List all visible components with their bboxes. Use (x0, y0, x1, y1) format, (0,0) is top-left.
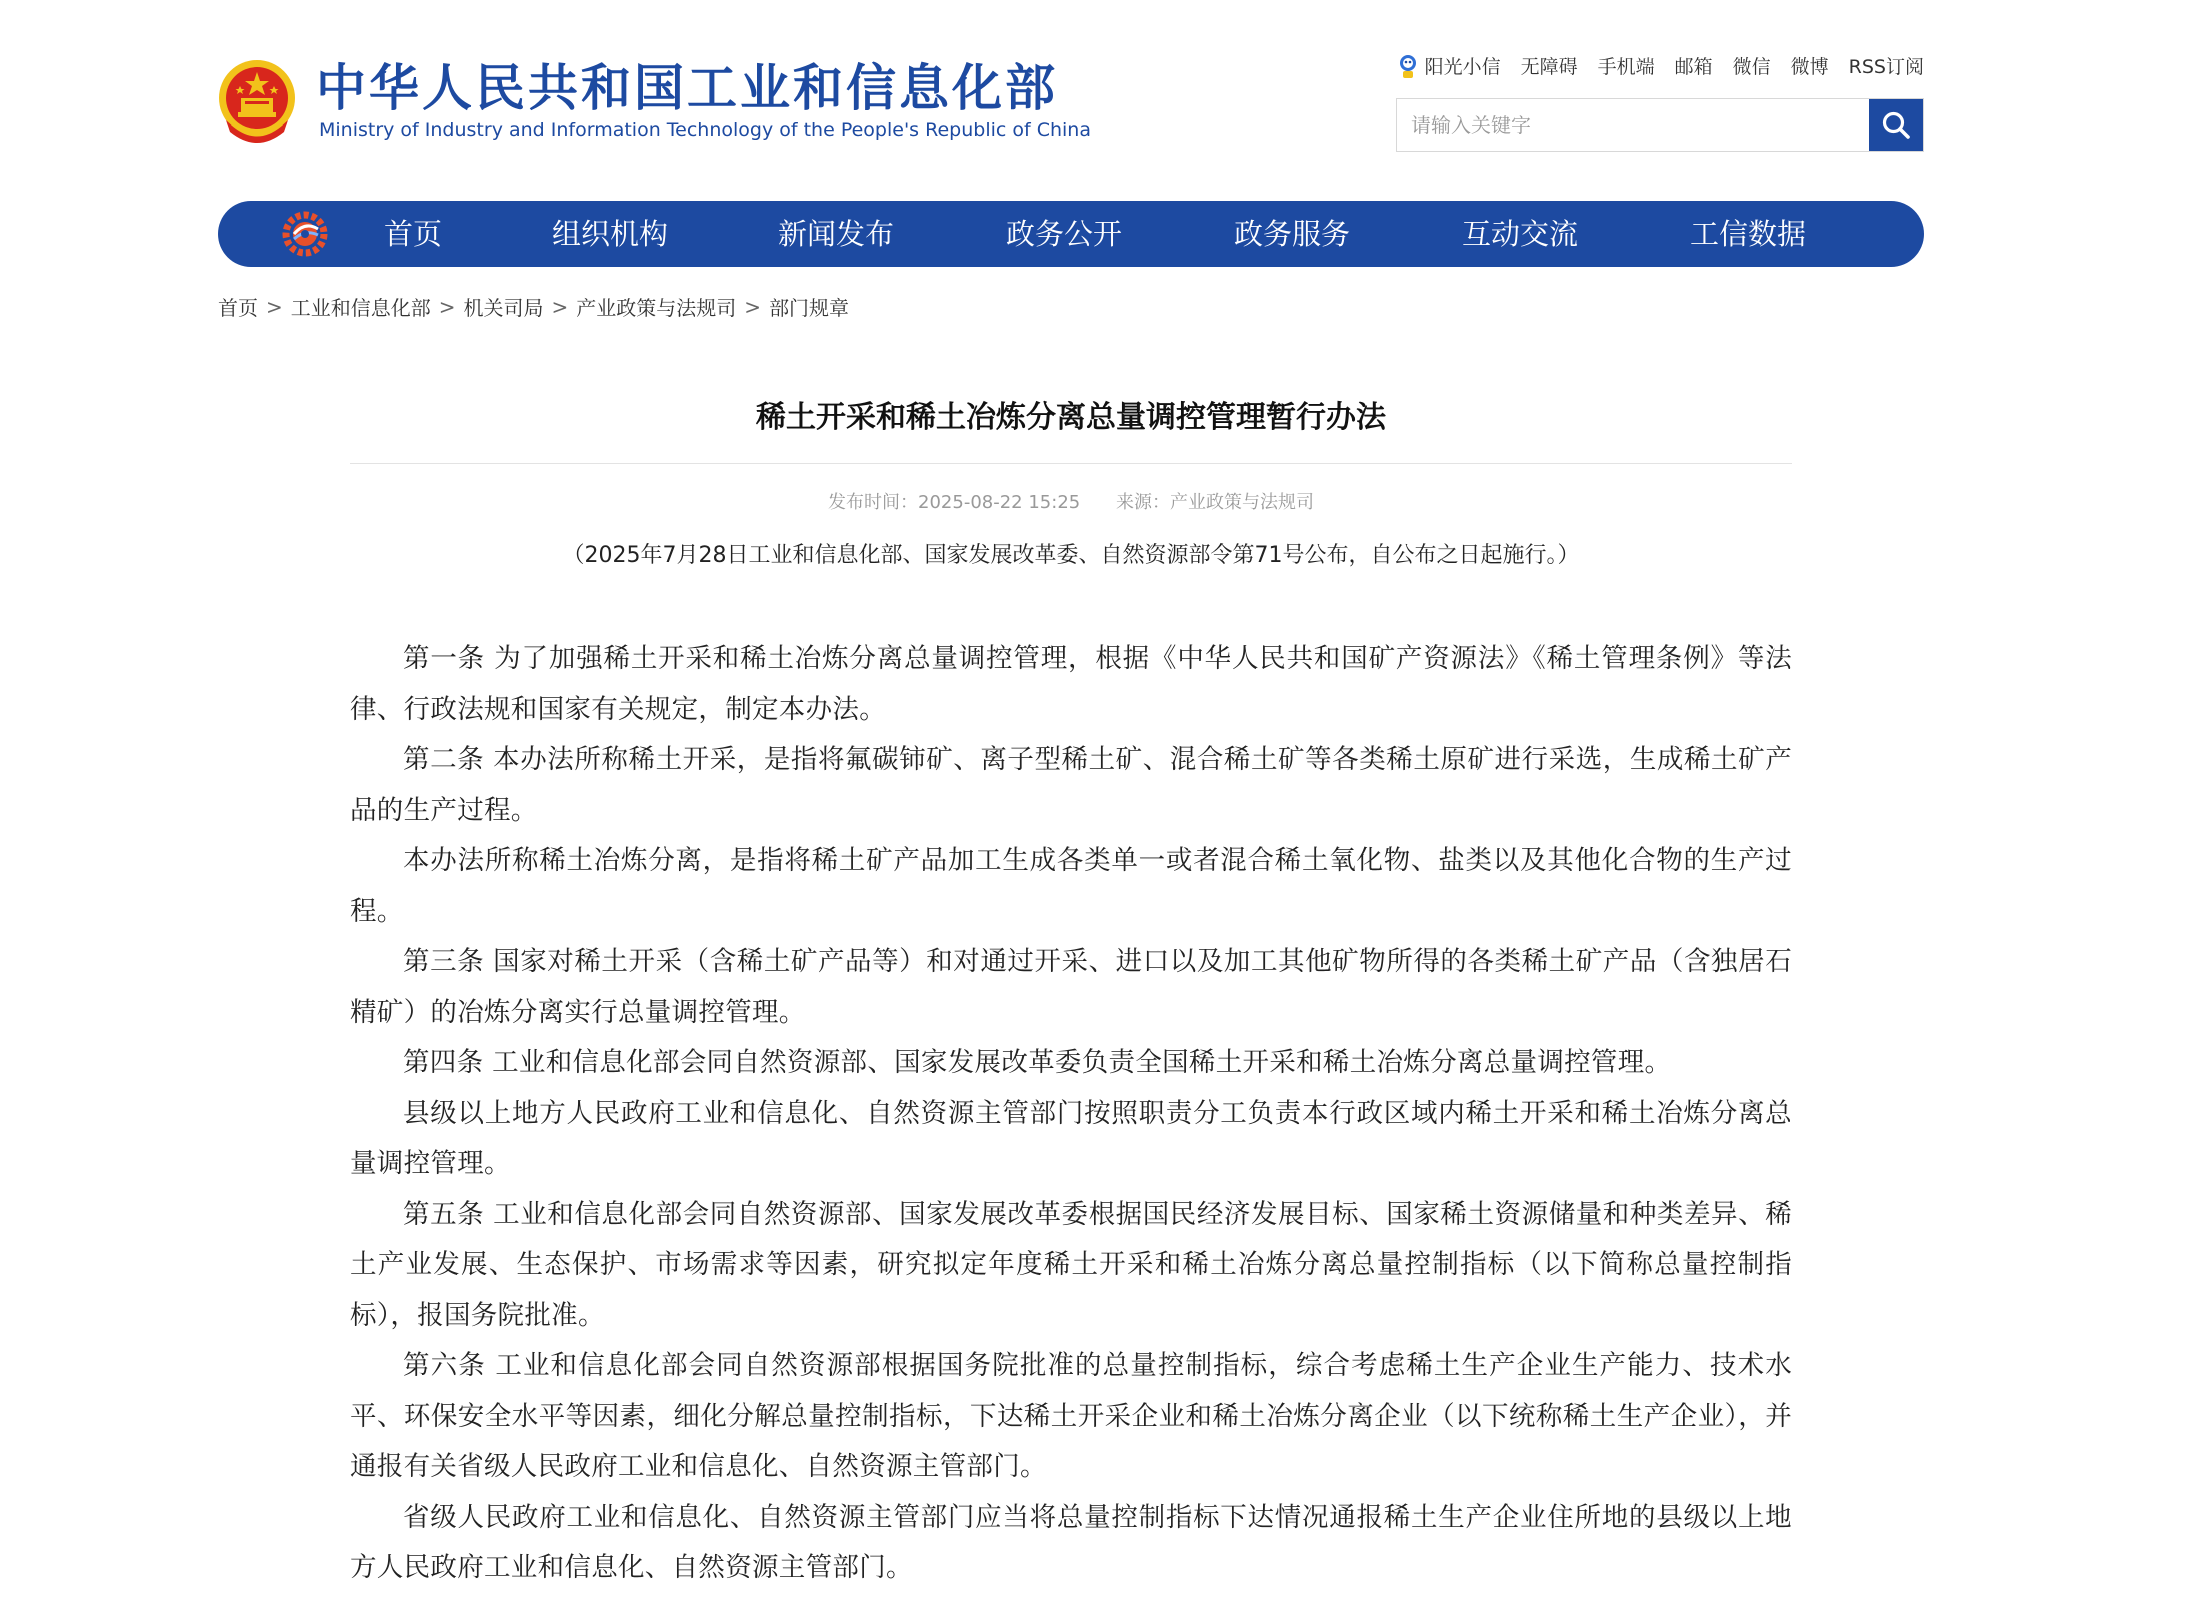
article-meta (350, 488, 1792, 514)
ministry-gear-icon (282, 211, 328, 257)
robot-mascot-icon (1397, 53, 1419, 79)
article-paragraph: 第三条 国家对稀土开采（含稀土矿产品等）和对通过开采、进口以及加工其他矿物所得的各类稀土矿产品（含独居石精矿）的冶炼分离实行总量调控管理。 (350, 946, 1792, 1028)
breadcrumb-regulations[interactable]: 部门规章 (769, 296, 850, 320)
toplink-rss[interactable]: RSS订阅 (1848, 56, 1924, 78)
breadcrumb (218, 292, 849, 321)
article-paragraph: 省级人民政府工业和信息化、自然资源主管部门应当将总量控制指标下达情况通报稀土生产企业住所地的县级以上地方人民政府工业和信息化、自然资源主管部门。 (350, 1501, 1792, 1583)
search-box (1396, 98, 1924, 152)
article-paragraph: 县级以上地方人民政府工业和信息化、自然资源主管部门按照职责分工负责本行政区域内稀土开采和稀土冶炼分离总量调控管理。 (350, 1097, 1792, 1179)
article-body (350, 634, 1792, 1594)
top-links (1397, 52, 1924, 79)
breadcrumb-departments[interactable]: 机关司局 (463, 296, 544, 320)
toplink-email[interactable]: 邮箱 (1674, 56, 1713, 78)
toplink-mobile[interactable]: 手机端 (1597, 56, 1655, 78)
article-title: 稀土开采和稀土冶炼分离总量调控管理暂行办法 (756, 400, 1386, 435)
breadcrumb-policy-dept[interactable]: 产业政策与法规司 (576, 296, 737, 320)
article-paragraph: 第二条 本办法所称稀土开采，是指将氟碳铈矿、离子型稀土矿、混合稀土矿等各类稀土原矿进行采选，生成稀土矿产品的生产过程。 (350, 744, 1792, 826)
nav-organization[interactable]: 组织机构 (552, 217, 669, 251)
article-paragraph: 第一条 为了加强稀土开采和稀土冶炼分离总量调控管理，根据《中华人民共和国矿产资源法》《稀土管理条例》等法律、行政法规和国家有关规定，制定本办法。 (350, 643, 1792, 725)
toplink-wechat[interactable]: 微信 (1732, 56, 1771, 78)
search-input[interactable] (1397, 99, 1863, 151)
breadcrumb-separator: > (438, 294, 456, 319)
article-paragraph: 第四条 工业和信息化部会同自然资源部、国家发展改革委负责全国稀土开采和稀土冶炼分离总量调控管理。 (403, 1047, 1672, 1078)
main-nav (218, 201, 1924, 267)
breadcrumb-ministry[interactable]: 工业和信息化部 (290, 296, 431, 320)
article-paragraph: 第六条 工业和信息化部会同自然资源部根据国务院批准的总量控制指标，综合考虑稀土生产企业生产能力、技术水平、环保安全水平等因素，细化分解总量控制指标，下达稀土开采企业和稀土冶炼分离企业（以下统称稀土生产企业），并通报有关省级人民政府工业和信息化、自然资源主管部门。 (350, 1350, 1792, 1482)
article-source: 来源：产业政策与法规司 (1115, 492, 1314, 513)
nav-data[interactable]: 工信数据 (1690, 217, 1807, 251)
toplink-accessibility[interactable]: 无障碍 (1520, 56, 1578, 78)
toplink-weibo[interactable]: 微博 (1790, 56, 1829, 78)
toplink-label: 阳光小信 (1424, 56, 1501, 78)
site-title[interactable]: 中华人民共和国工业和信息化部 (316, 59, 1058, 117)
national-emblem-logo[interactable] (216, 58, 298, 148)
nav-government-affairs-open[interactable]: 政务公开 (1006, 217, 1123, 251)
breadcrumb-home[interactable]: 首页 (218, 296, 258, 320)
article-paragraph: 本办法所称稀土冶炼分离，是指将稀土矿产品加工生成各类单一或者混合稀土氧化物、盐类以及其他化合物的生产过程。 (350, 845, 1792, 927)
nav-home[interactable]: 首页 (384, 217, 443, 251)
breadcrumb-separator: > (744, 294, 762, 319)
breadcrumb-separator: > (551, 294, 569, 319)
promulgation-note: （2025年7月28日工业和信息化部、国家发展改革委、自然资源部令第71号公布，自公布之日起施行。） (562, 543, 1580, 568)
breadcrumb-separator: > (266, 294, 283, 319)
article-paragraph: 第五条 工业和信息化部会同自然资源部、国家发展改革委根据国民经济发展目标、国家稀土资源储量和种类差异、稀土产业发展、生态保护、市场需求等因素，研究拟定年度稀土开采和稀土冶炼分离总量控制指标（以下简称总量控制指标），报国务院批准。 (350, 1198, 1792, 1331)
site-title-english: Ministry of Industry and Information Technology of the People's Republic of China (319, 119, 1091, 141)
nav-interaction[interactable]: 互动交流 (1462, 217, 1579, 251)
toplink-sunshine[interactable] (1397, 52, 1501, 79)
publish-time: 发布时间：2025-08-22 15:25 (828, 492, 1081, 513)
nav-government-services[interactable]: 政务服务 (1234, 217, 1351, 251)
title-divider (350, 463, 1792, 464)
search-icon (1881, 110, 1911, 140)
nav-news[interactable]: 新闻发布 (778, 217, 895, 251)
search-button[interactable] (1869, 99, 1923, 151)
